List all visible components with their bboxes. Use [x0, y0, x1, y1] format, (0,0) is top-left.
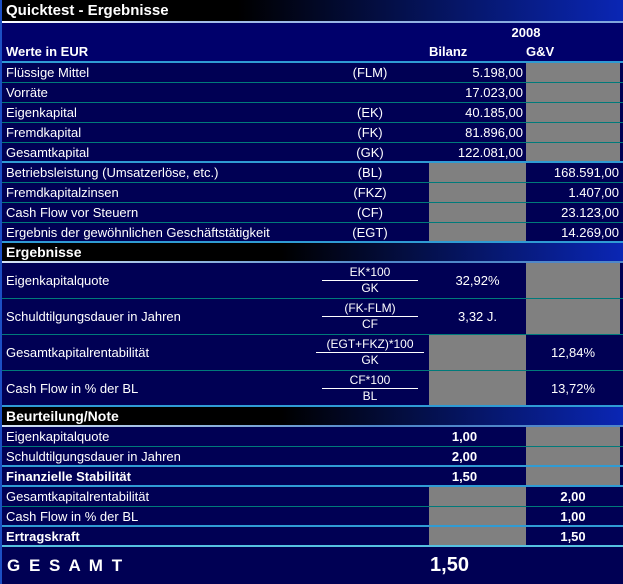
row-label: Flüssige Mittel	[6, 65, 90, 80]
row-fremdkapital	[2, 123, 623, 143]
note-row-schuldtilgungsdauer	[2, 447, 623, 467]
page-title-bar	[2, 0, 623, 21]
gv-empty-cell[interactable]	[526, 427, 620, 446]
code-label: (EGT)	[352, 224, 388, 240]
year-header-row	[2, 23, 623, 42]
formula-numerator: (EGT+FKZ)*100	[316, 337, 423, 353]
row-label: Gesamtkapitalrentabilität	[6, 345, 150, 360]
bilanz-value-cell[interactable]: 3,32 J.	[457, 309, 498, 324]
code-label: (FKZ)	[353, 185, 387, 200]
bilanz-empty-cell[interactable]	[429, 223, 526, 241]
note-row-ertragskraft	[2, 527, 623, 547]
gesamt-label: G E S A M T	[7, 555, 125, 575]
row-label: Ertragskraft	[6, 528, 80, 544]
formula-denominator: CF	[362, 317, 378, 331]
bilanz-value-cell[interactable]: 5.198,00	[472, 65, 523, 80]
row-label: Betriebsleistung (Umsatzerlöse, etc.)	[6, 165, 219, 180]
row-eigenkapitalquote	[2, 263, 623, 299]
bilanz-value-cell[interactable]: 32,92%	[455, 273, 500, 288]
bilanz-value-cell[interactable]: 81.896,00	[465, 125, 523, 140]
row-label: Schuldtilgungsdauer in Jahren	[6, 309, 181, 324]
gesamt-row	[2, 547, 623, 584]
row-fluessige-mittel	[2, 63, 623, 83]
gv-empty-cell[interactable]	[526, 263, 620, 298]
values-in-eur-header: Werte in EUR	[6, 44, 89, 59]
row-schuldtilgungsdauer	[2, 299, 623, 335]
row-eigenkapital	[2, 103, 623, 123]
note-row-eigenkapitalquote	[2, 427, 623, 447]
code-label: (FLM)	[352, 65, 388, 80]
gv-note-cell[interactable]: 1,50	[560, 528, 586, 544]
gv-empty-cell[interactable]	[526, 103, 620, 122]
gv-value-cell[interactable]: 1.407,00	[568, 185, 619, 200]
code-label: (BL)	[357, 165, 383, 180]
gv-value-cell[interactable]: 13,72%	[550, 380, 596, 396]
bilanz-empty-cell[interactable]	[429, 163, 526, 182]
formula-cell	[311, 263, 429, 298]
row-betriebsleistung	[2, 163, 623, 183]
bilanz-column-header: Bilanz	[429, 44, 468, 59]
gv-empty-cell[interactable]	[526, 467, 620, 485]
note-row-gesamtkapitalrentabilitaet	[2, 487, 623, 507]
gv-empty-cell[interactable]	[526, 83, 620, 102]
formula-denominator: GK	[361, 353, 379, 367]
gv-note-cell[interactable]: 2,00	[560, 489, 586, 504]
row-cash-flow-prozent-bl	[2, 371, 623, 407]
formula-numerator: EK*100	[322, 265, 418, 281]
section-header-beurteilung	[2, 407, 623, 425]
row-label: Gesamtkapitalrentabilität	[6, 489, 150, 504]
bilanz-note-cell[interactable]: 1,50	[451, 468, 478, 484]
gv-value-cell[interactable]: 12,84%	[550, 345, 596, 360]
row-label: Vorräte	[6, 85, 48, 100]
row-label: Cash Flow vor Steuern	[6, 205, 139, 220]
formula-cell	[311, 371, 429, 405]
gv-empty-cell[interactable]	[526, 63, 620, 82]
gv-value-cell[interactable]: 23.123,00	[561, 205, 619, 220]
code-label: (FK)	[357, 125, 383, 140]
row-label: Finanzielle Stabilität	[6, 468, 131, 484]
formula-numerator: CF*100	[322, 373, 418, 389]
section-title: Beurteilung/Note	[6, 408, 119, 424]
formula-fraction	[316, 337, 423, 368]
row-egt	[2, 223, 623, 243]
row-label: Ergebnis der gewöhnlichen Geschäftstätigkeit	[6, 224, 270, 240]
gv-value-cell[interactable]: 168.591,00	[553, 165, 619, 180]
gv-note-cell[interactable]: 1,00	[560, 508, 586, 524]
note-row-cash-flow-prozent-bl	[2, 507, 623, 527]
row-label: Cash Flow in % der BL	[6, 380, 139, 396]
gv-empty-cell[interactable]	[526, 123, 620, 142]
bilanz-empty-cell[interactable]	[429, 335, 526, 370]
code-label: (EK)	[357, 105, 383, 120]
section-header-ergebnisse	[2, 243, 623, 261]
formula-cell	[311, 299, 429, 334]
bilanz-empty-cell[interactable]	[429, 183, 526, 202]
formula-denominator: BL	[362, 388, 378, 403]
bilanz-value-cell[interactable]: 17.023,00	[465, 85, 523, 100]
column-header-row	[2, 42, 623, 61]
gv-value-cell[interactable]: 14.269,00	[561, 224, 619, 240]
page-title: Quicktest - Ergebnisse	[6, 2, 169, 19]
gv-column-header: G&V	[526, 44, 555, 59]
row-gesamtkapital	[2, 143, 623, 163]
bilanz-empty-cell[interactable]	[429, 527, 526, 545]
gv-empty-cell[interactable]	[526, 447, 620, 465]
bilanz-note-cell[interactable]: 1,00	[451, 429, 478, 444]
code-label	[311, 83, 429, 102]
row-label: Eigenkapital	[6, 105, 77, 120]
section-title: Ergebnisse	[6, 244, 82, 260]
row-label: Eigenkapitalquote	[6, 273, 110, 288]
table-header	[2, 23, 623, 61]
row-label: Fremdkapitalzinsen	[6, 185, 119, 200]
gesamt-value-cell[interactable]: 1,50	[430, 554, 469, 576]
formula-numerator: (FK-FLM)	[322, 301, 418, 317]
code-label: (CF)	[357, 205, 383, 220]
gv-empty-cell[interactable]	[526, 143, 620, 161]
formula-fraction	[322, 265, 418, 296]
row-label: Gesamtkapital	[6, 144, 90, 160]
formula-fraction	[322, 373, 418, 404]
row-label: Fremdkapital	[6, 125, 82, 140]
bilanz-note-cell[interactable]: 2,00	[451, 448, 478, 464]
note-row-finanzielle-stabilitaet	[2, 467, 623, 487]
code-label: (GK)	[356, 144, 384, 160]
formula-fraction	[322, 301, 418, 332]
gv-empty-cell[interactable]	[526, 299, 620, 334]
row-cash-flow-vor-steuern	[2, 203, 623, 223]
bilanz-empty-cell[interactable]	[429, 487, 526, 506]
bilanz-empty-cell[interactable]	[429, 203, 526, 222]
year-label: 2008	[511, 25, 541, 40]
row-label: Cash Flow in % der BL	[6, 508, 139, 524]
row-vorraete	[2, 83, 623, 103]
formula-denominator: GK	[361, 281, 379, 295]
bilanz-value-cell[interactable]: 122.081,00	[457, 144, 523, 160]
bilanz-value-cell[interactable]: 40.185,00	[465, 105, 523, 120]
formula-cell	[311, 335, 429, 370]
row-gesamtkapitalrentabilitaet	[2, 335, 623, 371]
bilanz-empty-cell[interactable]	[429, 507, 526, 525]
row-label: Schuldtilgungsdauer in Jahren	[6, 448, 181, 464]
bilanz-empty-cell[interactable]	[429, 371, 526, 405]
row-fremdkapitalzinsen	[2, 183, 623, 203]
row-label: Eigenkapitalquote	[6, 429, 110, 444]
